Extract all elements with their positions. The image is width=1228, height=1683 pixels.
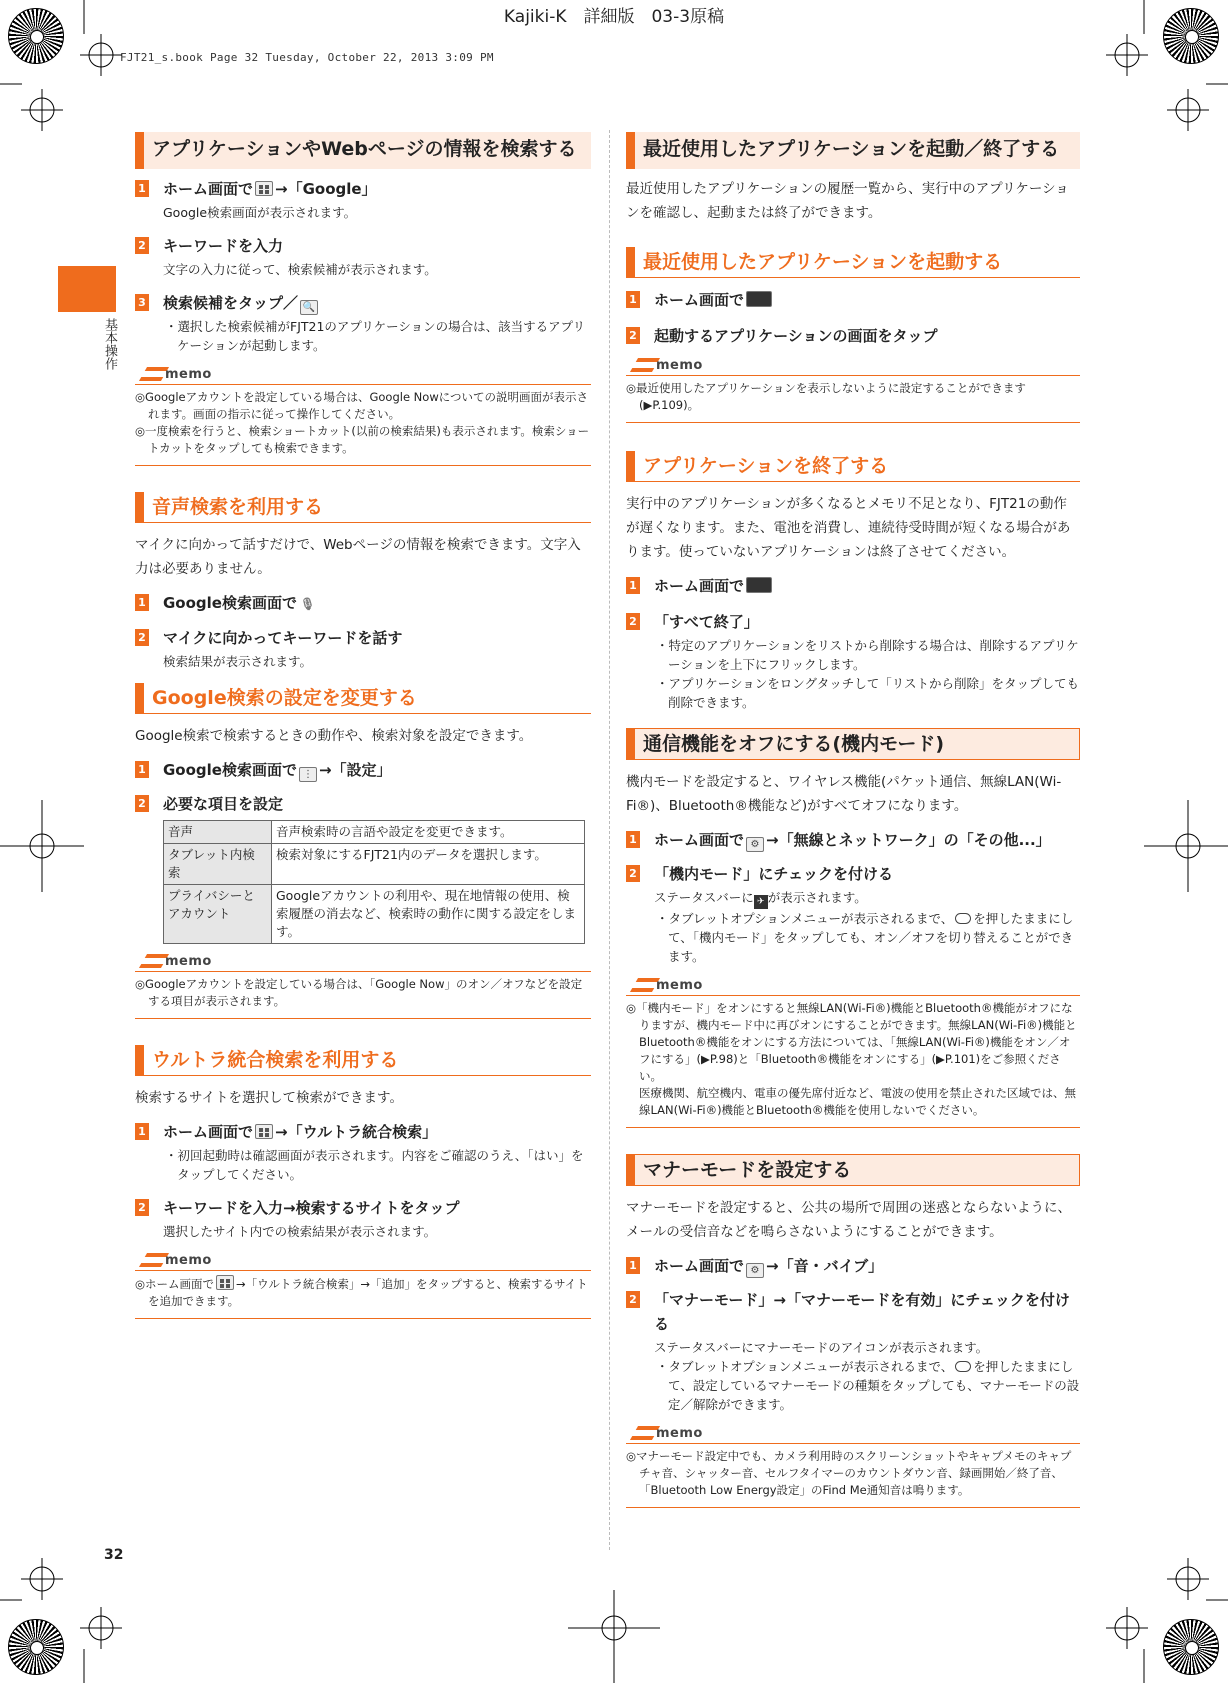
- table-value: 検索対象にするFJT21内のデータを選択します。: [272, 844, 585, 885]
- table-key: プライバシーとアカウント: [164, 885, 272, 944]
- step-item: [626, 1288, 1080, 1336]
- bullet-item: ・選択した検索候補がFJT21のアプリケーションの場合は、該当するアプリケーションが起動します。: [165, 319, 586, 353]
- step-number: 2: [626, 1291, 640, 1308]
- side-label: 基本操作: [102, 318, 117, 370]
- section-title-voice-search: 音声検索を利用する: [135, 492, 591, 523]
- step-description: [135, 1146, 591, 1184]
- step-item: [135, 1196, 591, 1220]
- section-intro: 機内モードを設定すると、ワイヤレス機能(パケット通信、無線LAN(Wi-Fi®)、Bluetooth®機能など)がすべてオフになります。: [626, 774, 1062, 814]
- step-text: 検索候補をタップ／ 🔍: [163, 291, 320, 315]
- section-intro: Google検索で検索するときの動作や、検索対象を設定できます。: [135, 728, 533, 744]
- app-list-icon: [255, 181, 273, 196]
- section-title-recent-apps: 最近使用したアプリケーションを起動／終了する: [626, 132, 1080, 169]
- book-info: FJT21_s.book Page 32 Tuesday, October 22, 2013 3:09 PM: [120, 51, 494, 64]
- search-icon: 🔍: [300, 300, 318, 315]
- step-number: 1: [135, 1123, 149, 1140]
- step-item: [626, 828, 1080, 852]
- table-value: Googleアカウントの利用や、現在地情報の使用、検索履歴の消去など、検索時の動作に関する設定をします。: [272, 885, 585, 944]
- step-description: 検索結果が表示されます。: [163, 654, 313, 669]
- step-number: 2: [135, 237, 149, 254]
- left-column: [135, 132, 591, 1331]
- step-text: Google検索画面で 🎙: [163, 594, 316, 612]
- step-item: [626, 574, 1080, 598]
- memo-label: memo: [165, 367, 212, 382]
- step-description: [135, 317, 591, 355]
- step-text: キーワードを入力: [163, 237, 284, 255]
- step-number: 1: [135, 761, 149, 778]
- bullet-item: ・初回起動時は確認画面が表示されます。内容をご確認のうえ、「はい」をタップしてください。: [165, 1148, 584, 1182]
- step-text: 必要な項目を設定: [163, 795, 284, 813]
- step-text: キーワードを入力→検索するサイトをタップ: [163, 1199, 460, 1217]
- step-description: 文字の入力に従って、検索候補が表示されます。: [163, 262, 437, 277]
- settings-icon: ⚙: [746, 1263, 764, 1278]
- step-text: 「機内モード」にチェックを付ける: [654, 865, 893, 883]
- memo-item: ◎Googleアカウントを設定している場合は、Google Nowについての説明画面が表示されます。画面の指示に従って操作してください。: [135, 390, 588, 421]
- step-text: ホーム画面で ⚙ →「音・バイブ」: [654, 1257, 884, 1276]
- step-item: [135, 1120, 591, 1144]
- step-item: [135, 758, 591, 782]
- right-column: [626, 132, 1080, 1520]
- menu-icon: ⋮: [299, 767, 317, 782]
- bullet-item: ・特定のアプリケーションをリストから削除する場合は、削除するアプリケーションを上下にフリックします。: [656, 638, 1079, 672]
- step-text: ホーム画面で →「Google」: [163, 180, 377, 198]
- app-list-icon: [216, 1275, 234, 1290]
- memo-label: memo: [165, 1253, 212, 1268]
- table-key: 音声: [164, 821, 272, 844]
- step-number: 1: [626, 577, 640, 594]
- table-row: [164, 885, 585, 944]
- step-number: 2: [626, 865, 640, 882]
- memo-box: [135, 367, 591, 466]
- memo-item: 医療機関、航空機内、電車の優先席付近など、電波の使用を禁止された区域では、無線LAN(Wi-Fi®)機能とBluetooth®機能を使用しないでください。: [639, 1086, 1076, 1117]
- step-text: Google検索画面で ⋮ →「設定」: [163, 761, 392, 780]
- step-item: [135, 591, 591, 616]
- bullet-item: ・タブレットオプションメニューが表示されるまで、 を押したままにして、「機内モード」をタップしても、オン／オフを切り替えることができます。: [656, 911, 1074, 964]
- microphone-icon: 🎙: [299, 597, 316, 611]
- recent-apps-icon: [746, 291, 772, 307]
- memo-box: [626, 978, 1080, 1128]
- recent-apps-icon: [746, 577, 772, 593]
- memo-box: [135, 954, 591, 1019]
- step-number: 1: [626, 1257, 640, 1274]
- section-intro: 最近使用したアプリケーションの履歴一覧から、実行中のアプリケーションを確認し、起動または終了ができます。: [626, 181, 1069, 221]
- table-key: タブレット内検索: [164, 844, 272, 885]
- section-intro: 検索するサイトを選択して検索ができます。: [135, 1090, 403, 1106]
- app-list-icon: [255, 1124, 273, 1139]
- section-title-airplane-mode: 通信機能をオフにする(機内モード): [626, 728, 1080, 760]
- settings-icon: ⚙: [746, 837, 764, 852]
- memo-box: [626, 358, 1080, 423]
- step-number: 2: [135, 1199, 149, 1216]
- section-title-web-search: アプリケーションやWebページの情報を検索する: [135, 132, 591, 169]
- section-intro: 実行中のアプリケーションが多くなるとメモリ不足となり、FJT21の動作が遅くなります。また、電池を消費し、連続待受時間が短くなる場合があります。使っていないアプリケーションは終了させてください。: [626, 496, 1071, 560]
- section-title-google-settings: Google検索の設定を変更する: [135, 683, 591, 714]
- settings-table: [163, 820, 585, 944]
- section-intro: マナーモードを設定すると、公共の場所で周囲の迷惑とならないように、メールの受信音などを鳴らさないようにすることができます。: [626, 1200, 1071, 1240]
- step-item: [135, 177, 591, 201]
- step-text: ホーム画面で →「ウルトラ統合検索」: [163, 1123, 438, 1141]
- step-number: 1: [626, 831, 640, 848]
- step-number: 2: [626, 613, 640, 630]
- memo-item: ◎「機内モード」をオンにすると無線LAN(Wi-Fi®)機能とBluetooth®機能がオフになりますが、機内モード中に再びオンにすることができます。無線LAN(Wi-Fi®)機能とBluetooth®機能をオンにする方法については、「無線LAN(Wi-Fi®)機能をオン／オフにする」(▶P.98)と「Bluetooth®機能をオンにする」(▶P.101)をご参照ください。: [626, 1001, 1077, 1083]
- power-key-icon: [955, 1361, 971, 1372]
- memo-item: ◎マナーモード設定中でも、カメラ利用時のスクリーンショットやキャプメモのキャプチャ音、シャッター音、セルフタイマーのカウントダウン音、録画開始／終了音、「Bluetooth Low Energy設定」のFind Me通知音は鳴ります。: [626, 1449, 1072, 1497]
- memo-label: memo: [656, 358, 703, 373]
- step-item: [626, 324, 1080, 348]
- step-number: 1: [626, 291, 640, 308]
- table-value: 音声検索時の言語や設定を変更できます。: [272, 821, 585, 844]
- step-item: [626, 1254, 1080, 1278]
- step-text: 「マナーモード」→「マナーモードを有効」にチェックを付ける: [654, 1291, 1070, 1333]
- page-number: 32: [104, 1547, 124, 1563]
- step-item: [135, 291, 591, 315]
- step-text: 起動するアプリケーションの画面をタップ: [654, 327, 938, 345]
- section-title-launch-app: 最近使用したアプリケーションを起動する: [626, 247, 1080, 278]
- step-number: 1: [135, 594, 149, 611]
- step-number: 2: [135, 629, 149, 646]
- step-item: [135, 234, 591, 258]
- step-item: [626, 288, 1080, 312]
- step-text: ホーム画面で ⚙ →「無線とネットワーク」の「その他...」: [654, 831, 1051, 850]
- table-row: [164, 821, 585, 844]
- step-description: 選択したサイト内での検索結果が表示されます。: [163, 1224, 437, 1239]
- step-number: 3: [135, 294, 149, 311]
- memo-item: ◎最近使用したアプリケーションを表示しないように設定することができます(▶P.109)。: [626, 381, 1026, 412]
- step-description: Google検索画面が表示されます。: [163, 205, 357, 220]
- step-description: ステータスバーに ✈ が表示されます。 ・タブレットオプションメニューが表示されるまで、 を押したままにして、「機内モード」をタップしても、オン／オフを切り替えることができます。: [626, 888, 1080, 966]
- power-key-icon: [955, 913, 971, 924]
- step-text: 「すべて終了」: [654, 613, 759, 631]
- memo-item: ◎Googleアカウントを設定している場合は、「Google Now」のオン／オフなどを設定する項目が表示されます。: [135, 977, 583, 1008]
- memo-label: memo: [656, 978, 703, 993]
- step-description: [626, 636, 1080, 712]
- step-text: ホーム画面で: [654, 288, 774, 312]
- memo-box: [135, 1253, 591, 1319]
- step-description: ステータスバーにマナーモードのアイコンが表示されます。 ・タブレットオプションメニューが表示されるまで、 を押したままにして、設定しているマナーモードの種類をタップしても、マナーモードの設定／解除ができます。: [654, 1340, 1080, 1412]
- memo-label: memo: [656, 1426, 703, 1441]
- step-item: [135, 626, 591, 650]
- step-text: ホーム画面で: [654, 574, 774, 598]
- bullet-item: ・アプリケーションをロングタッチして「リストから削除」をタップしても削除できます。: [656, 676, 1080, 710]
- section-title-ultra-search: ウルトラ統合検索を利用する: [135, 1045, 591, 1076]
- column-divider: [609, 130, 610, 1550]
- memo-label: memo: [165, 954, 212, 969]
- table-row: [164, 844, 585, 885]
- section-side-tab: [58, 266, 116, 312]
- step-item: [135, 792, 591, 816]
- airplane-icon: ✈: [754, 895, 768, 909]
- step-item: [626, 610, 1080, 634]
- section-intro: マイクに向かって話すだけで、Webページの情報を検索できます。文字入力は必要ありません。: [135, 537, 581, 577]
- section-title-close-app: アプリケーションを終了する: [626, 451, 1080, 482]
- step-number: 1: [135, 180, 149, 197]
- document-header-title: Kajiki-K 詳細版 03-3原稿: [503, 7, 725, 27]
- memo-box: [626, 1426, 1080, 1508]
- step-text: マイクに向かってキーワードを話す: [163, 629, 403, 647]
- memo-item: ◎ホーム画面で →「ウルトラ統合検索」→「追加」をタップすると、検索するサイトを追加できます。: [135, 1277, 588, 1308]
- bullet-item: ・タブレットオプションメニューが表示されるまで、 を押したままにして、設定しているマナーモードの種類をタップしても、マナーモードの設定／解除ができます。: [656, 1359, 1080, 1412]
- memo-item: ◎一度検索を行うと、検索ショートカット(以前の検索結果)も表示されます。検索ショートカットをタップしても検索できます。: [135, 424, 590, 455]
- step-number: 2: [626, 327, 640, 344]
- step-item: [626, 862, 1080, 886]
- section-title-manner-mode: マナーモードを設定する: [626, 1154, 1080, 1186]
- step-number: 2: [135, 795, 149, 812]
